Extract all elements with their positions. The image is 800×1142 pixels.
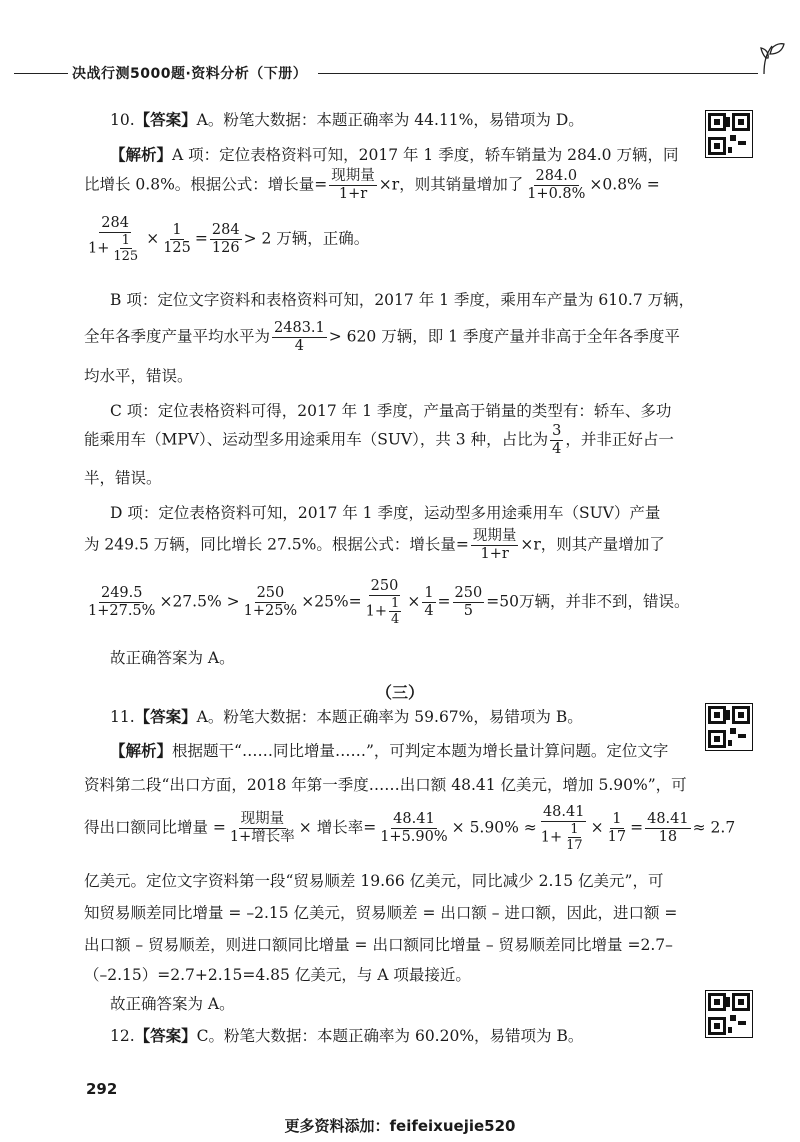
fraction: $\frac{\text{现期量}}{1+r}$: [472, 528, 517, 562]
fraction: 250 1+ $\frac{1}{4}$: [365, 578, 400, 627]
fraction: $\frac{284}{126}$: [211, 222, 240, 256]
q11-answer-line: 11.【答案】A。粉笔大数据：本题正确率为 59.67%，易错项为 B。: [110, 708, 583, 726]
fraction: $\frac{48.41}{18}$: [647, 811, 689, 845]
q10-d-line-1: D 项：定位表格资料可知，2017 年 1 季度，运动型多用途乘用车（SUV）产量: [110, 504, 661, 522]
fraction: 284 1+ $\frac{1}{125}$: [88, 215, 139, 264]
q11-analysis-line-6: 出口额 – 贸易顺差，则进口额同比增量 = 出口额同比增量 – 贸易顺差同比增量 =2.7–: [84, 936, 673, 954]
fraction: $\frac{250}{1+25\%}$: [243, 585, 298, 619]
qr-code-icon: [705, 110, 753, 158]
q10-c-line-3: 半，错误。: [84, 469, 162, 487]
q11-analysis-line-7: （–2.15）=2.7+2.15=4.85 亿美元，与 A 项最接近。: [84, 966, 471, 984]
q11-analysis-line-4: 亿美元。定位文字资料第一段“贸易顺差 19.66 亿美元，同比减少 2.15 亿美元”，可: [84, 872, 664, 890]
q10-b-line-3: 均水平，错误。: [84, 367, 193, 385]
q10-analysis-line-1: 【解析】A 项：定位表格资料可知，2017 年 1 季度，轿车销量为 284.0 万辆，同: [110, 146, 679, 164]
qr-code-icon: [705, 703, 753, 751]
fraction: $\frac{249.5}{1+27.5\%}$: [88, 585, 156, 619]
footer-note: 更多资料添加：feifeixuejie520: [284, 1117, 516, 1135]
q11-analysis-line-2: 资料第二段“出口方面，2018 年第一季度……出口额 48.41 亿美元，增加 5.90%”，可: [84, 776, 687, 794]
q10-b-line-2: 全年各季度产量平均水平为 $\frac{2483.1}{4}$ > 620 万辆，即 1 季度产量并非高于全年各季度平: [84, 320, 680, 354]
fraction: $\frac{284.0}{1+0.8\%}$: [527, 168, 586, 202]
fraction: $\frac{\text{现期量}}{1+r}$: [331, 168, 375, 202]
q10-answer-line: 10.【答案】A。粉笔大数据：本题正确率为 44.11%，易错项为 D。: [110, 111, 584, 129]
fraction: $\frac{1}{4}$: [424, 585, 434, 619]
fraction: $\frac{1}{4}$: [391, 596, 400, 627]
page-number: 292: [86, 1080, 118, 1098]
fraction: 48.41 1+ $\frac{1}{17}$: [540, 804, 585, 853]
fraction: $\frac{1}{17}$: [566, 822, 583, 853]
q10-d-line-3: $\frac{249.5}{1+27.5\%}$ ×27.5% > $\frac{250}{1+25\%}$ ×25%= 250 1+ $\frac{1}{4}$ × $\frac{1}{4}$ = $\frac{250}{5}$ =50万辆，并非不到，错误。: [88, 578, 690, 627]
header-rule-right: [318, 73, 758, 74]
q10-conclusion: 故正确答案为 A。: [110, 649, 235, 667]
q11-analysis-line-5: 知贸易顺差同比增量 = –2.15 亿美元，贸易顺差 = 出口额 – 进口额，因此，进口额 =: [84, 904, 678, 922]
q10-b-line-1: B 项：定位文字资料和表格资料可知，2017 年 1 季度，乘用车产量为 610.7 万辆，: [110, 291, 695, 309]
leaf-icon: [760, 40, 786, 76]
fraction: $\frac{3}{4}$: [552, 423, 562, 457]
q11-analysis-line-3: 得出口额同比增量 = $\frac{\text{现期量}}{\text{1+增长率}}$ × 增长率= $\frac{48.41}{1+5.90\%}$ × 5.90% ≈ 48.41 1+ $\frac{1}{17}$ × $\frac{1}{17}$ = $\frac{48.41}{18}$ ≈ 2.7: [84, 804, 736, 853]
q12-answer-line: 12.【答案】C。粉笔大数据：本题正确率为 60.20%，易错项为 B。: [110, 1027, 584, 1045]
q10-c-line-1: C 项：定位表格资料可得，2017 年 1 季度，产量高于销量的类型有：轿车、多功: [110, 402, 672, 420]
fraction: $\frac{2483.1}{4}$: [274, 320, 325, 354]
running-header-title: 决战行测5000题·资料分析（下册）: [72, 66, 308, 82]
q11-analysis-line-1: 【解析】根据题干“……同比增量……”，可判定本题为增长量计算问题。定位文字: [110, 742, 669, 760]
fraction: $\frac{1}{125}$: [113, 233, 139, 264]
fraction: $\frac{1}{125}$: [163, 222, 191, 256]
q10-analysis-line-3: 284 1+ $\frac{1}{125}$ × $\frac{1}{125}$ = $\frac{284}{126}$ > 2 万辆，正确。: [88, 215, 370, 264]
section-title: （三）: [375, 683, 424, 702]
fraction: $\frac{\text{现期量}}{\text{1+增长率}}$: [229, 811, 295, 845]
qr-code-icon: [705, 990, 753, 1038]
q10-d-line-2: 为 249.5 万辆，同比增长 27.5%。根据公式：增长量= $\frac{\text{现期量}}{1+r}$ ×r，则其产量增加了: [84, 528, 665, 562]
q11-conclusion: 故正确答案为 A。: [110, 995, 235, 1013]
header-rule-left: [14, 73, 68, 74]
q10-c-line-2: 能乘用车（MPV）、运动型多用途乘用车（SUV），共 3 种，占比为 $\frac{3}{4}$ ，并非正好占一: [84, 423, 674, 457]
fraction: $\frac{48.41}{1+5.90\%}$: [380, 811, 448, 845]
q10-analysis-line-2: 比增长 0.8%。根据公式：增长量= $\frac{\text{现期量}}{1+r}$ ×r，则其销量增加了 $\frac{284.0}{1+0.8\%}$ ×0.8% =: [84, 168, 660, 202]
fraction: $\frac{250}{5}$: [454, 585, 483, 619]
fraction: $\frac{1}{17}$: [607, 811, 627, 845]
